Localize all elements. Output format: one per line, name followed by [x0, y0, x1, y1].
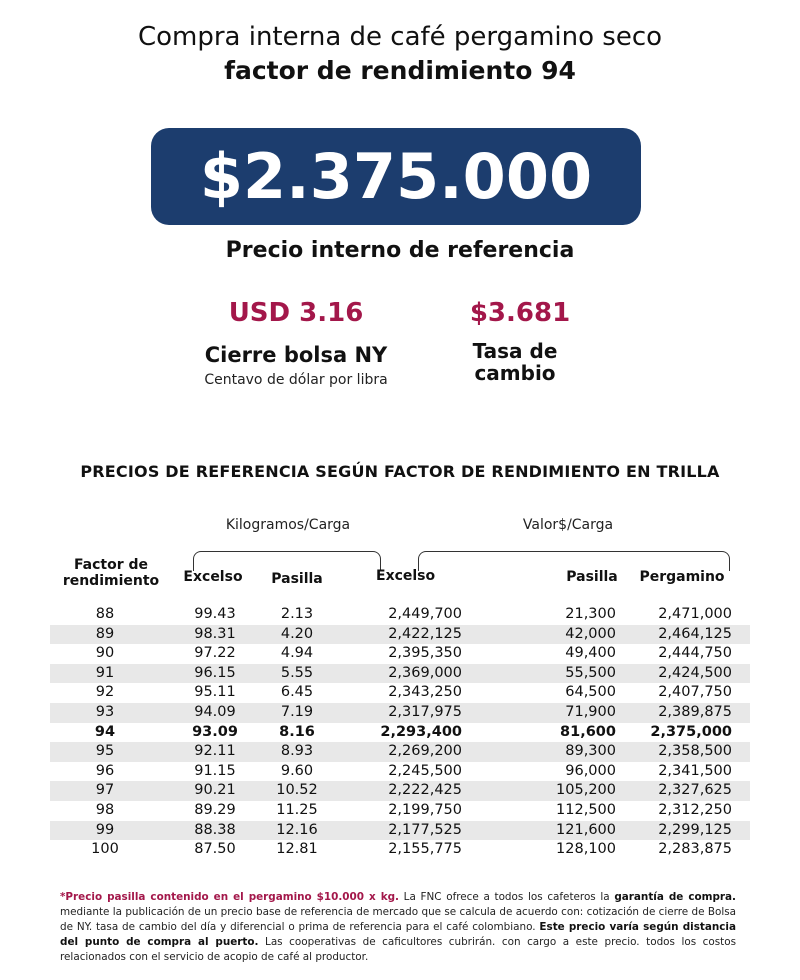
table-row [50, 625, 750, 645]
footnote-text-1: La FNC ofrece a todos los cafeteros la [399, 891, 615, 903]
table-row [50, 683, 750, 703]
cell-pergamino: 2,341,500 [658, 762, 732, 779]
table-row [50, 821, 750, 841]
cell-pergamino: 2,444,750 [658, 645, 732, 662]
header-subtitle: factor de rendimiento 94 [224, 56, 576, 85]
reference-price-value: $2.375.000 [199, 140, 593, 213]
cell-pasilla-kg: 8.93 [280, 743, 314, 760]
cell-excelso-value: 2,369,000 [388, 664, 462, 681]
cell-pasilla-kg: 9.60 [280, 762, 314, 779]
cell-pasilla-value: 112,500 [556, 801, 616, 818]
footnote [60, 890, 736, 965]
group-header-kg: Kilogramos/Carga [225, 517, 351, 533]
cell-factor: 97 [95, 782, 115, 799]
ny-close-sublabel: Centavo de dólar por libra [204, 372, 388, 388]
cell-pasilla-kg: 7.19 [280, 703, 314, 720]
cell-pergamino: 2,407,750 [658, 684, 732, 701]
group-header-value: Valor$/Carga [522, 517, 614, 533]
cell-pergamino: 2,358,500 [658, 743, 732, 760]
table-title: PRECIOS DE REFERENCIA SEGÚN FACTOR DE RENDIMIENTO EN TRILLA [80, 462, 720, 481]
cell-factor: 98 [95, 801, 115, 818]
ny-close-value: USD 3.16 [228, 298, 364, 328]
cell-excelso-value: 2,222,425 [388, 782, 462, 799]
footnote-text-3: Las cooperativas de caficultores cubrirán. con cargo a este precio. todos los costos relacionados con el servicio de acopio de café al productor. [60, 936, 736, 963]
cell-pasilla-value: 121,600 [556, 821, 616, 838]
footnote-bold-1: garantía de compra. [614, 891, 736, 903]
cell-factor: 91 [95, 664, 115, 681]
column-header-excelso-kg: Excelso [183, 569, 243, 585]
exchange-rate-label-line1: Tasa de [472, 339, 558, 363]
table-row [50, 664, 750, 684]
cell-pergamino: 2,471,000 [658, 606, 732, 622]
table-row [50, 605, 750, 625]
cell-pasilla-kg: 12.16 [276, 821, 318, 838]
cell-excelso-kg: 97.22 [194, 645, 236, 662]
column-header-factor-line1: Factor de [73, 557, 149, 573]
cell-pasilla-value: 49,400 [565, 645, 616, 662]
cell-pasilla-kg: 6.45 [280, 684, 314, 701]
cell-factor: 90 [95, 645, 115, 662]
cell-factor: 95 [95, 743, 115, 760]
cell-excelso-value: 2,293,400 [380, 723, 462, 740]
cell-excelso-kg: 93.09 [192, 723, 238, 740]
cell-pergamino: 2,389,875 [658, 703, 732, 720]
exchange-rate-value: $3.681 [469, 298, 571, 328]
cell-factor: 89 [95, 625, 115, 642]
cell-factor: 100 [91, 841, 119, 858]
cell-excelso-value: 2,155,775 [388, 841, 462, 858]
table-row [50, 840, 750, 860]
reference-price-box [151, 128, 641, 225]
footnote-bold-2: Este precio varía según distancia del punto de compra al puerto. [60, 921, 736, 948]
cell-excelso-kg: 99.43 [194, 606, 236, 622]
cell-factor: 94 [94, 723, 116, 740]
table-row [50, 644, 750, 664]
cell-pergamino: 2,283,875 [658, 841, 732, 858]
column-header-pasilla-kg: Pasilla [271, 571, 323, 587]
cell-excelso-value: 2,317,975 [388, 703, 462, 720]
cell-pasilla-kg: 4.20 [280, 625, 314, 642]
cell-excelso-value: 2,245,500 [388, 762, 462, 779]
table-row [50, 762, 750, 782]
cell-pasilla-value: 89,300 [565, 743, 616, 760]
cell-excelso-value: 2,177,525 [388, 821, 462, 838]
cell-excelso-kg: 89.29 [194, 801, 236, 818]
cell-pasilla-value: 71,900 [565, 703, 616, 720]
exchange-rate-label [450, 340, 580, 384]
cell-pasilla-kg: 11.25 [276, 801, 318, 818]
cell-excelso-kg: 94.09 [194, 703, 236, 720]
ny-close-label: Cierre bolsa NY [204, 343, 388, 367]
cell-pergamino: 2,312,250 [658, 801, 732, 818]
cell-factor: 99 [95, 821, 115, 838]
column-header-pasilla-value: Pasilla [566, 569, 618, 585]
cell-pasilla-kg: 10.52 [276, 782, 318, 799]
cell-pasilla-kg: 2.13 [280, 606, 314, 622]
cell-pasilla-value: 81,600 [560, 723, 616, 740]
cell-pergamino: 2,424,500 [658, 664, 732, 681]
cell-pasilla-value: 55,500 [565, 664, 616, 681]
cell-excelso-kg: 95.11 [194, 684, 236, 701]
table-row [50, 742, 750, 762]
cell-pasilla-value: 64,500 [565, 684, 616, 701]
table-row [50, 801, 750, 821]
cell-factor: 92 [95, 684, 115, 701]
group-bracket-value [418, 551, 730, 571]
footnote-accent: *Precio pasilla contenido en el pergamino $10.000 x kg. [60, 891, 399, 903]
header-title: Compra interna de café pergamino seco [137, 22, 663, 52]
column-header-pergamino: Pergamino [639, 569, 725, 585]
cell-pasilla-kg: 4.94 [280, 645, 314, 662]
footnote-text-2: mediante la publicación de un precio base de referencia de mercado que se calcula de acuerdo con: cotización de cierre de Bolsa de NY. tasa de cambio del día y diferencial o prima de referencia para el café colombiano. [60, 906, 736, 933]
table-row [50, 703, 750, 723]
exchange-rate-label-line2: cambio [474, 361, 556, 385]
column-header-excelso-value: Excelso [376, 568, 436, 584]
cell-excelso-kg: 96.15 [194, 664, 236, 681]
cell-pasilla-kg: 12.81 [276, 841, 318, 858]
table-row [50, 781, 750, 801]
column-header-factor-line2: rendimiento [62, 573, 160, 589]
cell-excelso-kg: 98.31 [194, 625, 236, 642]
cell-factor: 93 [95, 703, 115, 720]
cell-pasilla-value: 42,000 [565, 625, 616, 642]
cell-pergamino: 2,299,125 [658, 821, 732, 838]
cell-excelso-value: 2,269,200 [388, 743, 462, 760]
cell-pasilla-value: 128,100 [556, 841, 616, 858]
cell-pergamino: 2,375,000 [650, 723, 732, 740]
group-bracket-kg [193, 551, 381, 571]
reference-price-label: Precio interno de referencia [225, 238, 575, 263]
cell-factor: 96 [95, 762, 115, 779]
price-table [50, 605, 750, 860]
cell-excelso-value: 2,395,350 [388, 645, 462, 662]
cell-excelso-kg: 91.15 [194, 762, 236, 779]
cell-pergamino: 2,327,625 [658, 782, 732, 799]
cell-excelso-kg: 92.11 [194, 743, 236, 760]
cell-excelso-value: 2,199,750 [388, 801, 462, 818]
column-header-factor [56, 557, 166, 589]
cell-pasilla-value: 96,000 [565, 762, 616, 779]
cell-excelso-value: 2,343,250 [388, 684, 462, 701]
cell-factor: 88 [95, 606, 115, 622]
cell-excelso-kg: 90.21 [194, 782, 236, 799]
cell-excelso-kg: 88.38 [194, 821, 236, 838]
cell-pasilla-value: 105,200 [556, 782, 616, 799]
cell-pergamino: 2,464,125 [658, 625, 732, 642]
cell-pasilla-value: 21,300 [565, 606, 616, 622]
cell-pasilla-kg: 5.55 [280, 664, 314, 681]
cell-excelso-value: 2,449,700 [388, 606, 462, 622]
cell-excelso-kg: 87.50 [194, 841, 236, 858]
table-row [50, 723, 750, 743]
cell-excelso-value: 2,422,125 [388, 625, 462, 642]
cell-pasilla-kg: 8.16 [279, 723, 315, 740]
